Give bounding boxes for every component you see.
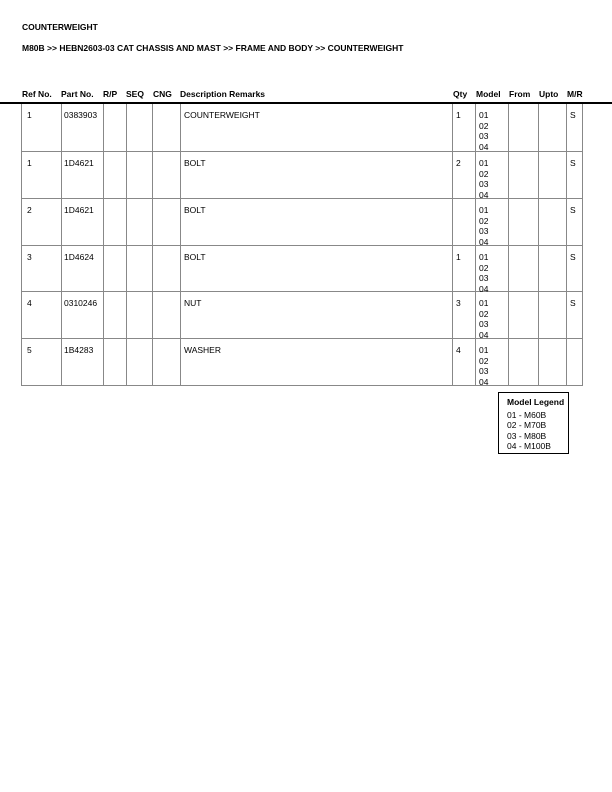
qty-cell: 3: [456, 298, 461, 308]
model-cell: 01 02 03 04: [479, 298, 489, 340]
breadcrumb: M80B >> HEBN2603-03 CAT CHASSIS AND MAST >> FRAME AND BODY >> COUNTERWEIGHT: [22, 43, 404, 53]
model-legend: [498, 392, 569, 454]
col-description: Description Remarks: [180, 89, 266, 99]
col-cng: CNG: [153, 89, 172, 99]
col-upto: Upto: [539, 89, 559, 99]
col-qty: Qty: [453, 89, 468, 99]
col-mr: M/R: [567, 89, 583, 99]
model-cell: 01 02 03 04: [479, 110, 489, 152]
legend-item: 04 - M100B: [507, 441, 551, 451]
table-row: [21, 246, 583, 292]
qty-cell: 2: [456, 158, 461, 168]
ref-no-cell: 1: [27, 158, 32, 168]
col-model: Model: [476, 89, 501, 99]
part-no-cell: 0310246: [64, 298, 98, 308]
qty-cell: 1: [456, 252, 461, 262]
table-row: [21, 292, 583, 339]
mr-cell: S: [570, 298, 576, 308]
model-cell: 01 02 03 04: [479, 158, 489, 200]
description-cell: BOLT: [184, 205, 206, 215]
ref-no-cell: 2: [27, 205, 32, 215]
table-row: [21, 339, 583, 386]
part-no-cell: 1D4624: [64, 252, 94, 262]
table-row: [21, 199, 583, 246]
legend-item: 01 - M60B: [507, 409, 547, 420]
ref-no-cell: 5: [27, 345, 32, 355]
description-cell: WASHER: [184, 345, 221, 355]
col-ref-no: Ref No.: [22, 89, 52, 99]
ref-no-cell: 1: [27, 110, 32, 120]
table-row: [21, 152, 583, 199]
mr-cell: S: [570, 252, 576, 262]
ref-no-cell: 3: [27, 252, 32, 262]
legend-item: 03 - M80B: [507, 430, 547, 441]
model-cell: 01 02 03 04: [479, 252, 489, 294]
description-cell: BOLT: [184, 252, 206, 262]
page-title: COUNTERWEIGHT: [22, 22, 98, 32]
model-cell: 01 02 03 04: [479, 345, 489, 387]
part-no-cell: 1D4621: [64, 205, 94, 215]
qty-cell: 1: [456, 110, 461, 120]
col-from: From: [509, 89, 531, 99]
qty-cell: 4: [456, 345, 461, 355]
description-cell: NUT: [184, 298, 202, 308]
description-cell: BOLT: [184, 158, 206, 168]
part-no-cell: 1B4283: [64, 345, 94, 355]
part-no-cell: 1D4621: [64, 158, 94, 168]
model-cell: 01 02 03 04: [479, 205, 489, 247]
col-part-no: Part No.: [61, 89, 94, 99]
model-legend-title: Model Legend: [507, 397, 565, 407]
col-rp: R/P: [103, 89, 118, 99]
col-seq: SEQ: [126, 89, 144, 99]
ref-no-cell: 4: [27, 298, 32, 308]
mr-cell: S: [570, 158, 576, 168]
description-cell: COUNTERWEIGHT: [184, 110, 260, 120]
legend-item: 02 - M70B: [507, 420, 547, 430]
mr-cell: S: [570, 110, 576, 120]
part-no-cell: 0383903: [64, 110, 98, 120]
table-row: [21, 104, 583, 152]
mr-cell: S: [570, 205, 576, 215]
